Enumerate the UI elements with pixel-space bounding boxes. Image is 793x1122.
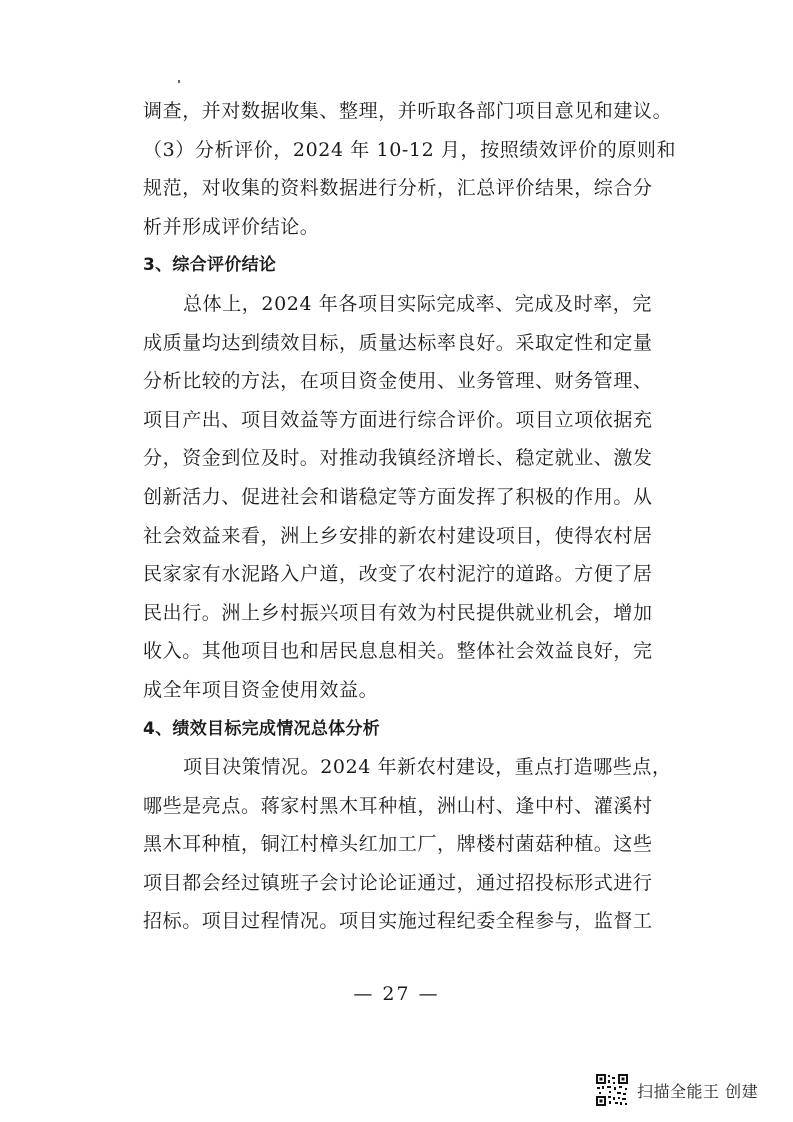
scan-speck [178,80,180,83]
text-line: 社会效益来看，洲上乡安排的新农村建设项目，使得农村居 [143,524,653,547]
text-line: 创新活力、促进社会和谐稳定等方面发挥了积极的作用。从 [143,485,653,508]
text-line: 规范，对收集的资料数据进行分析，汇总评价结果，综合分 [143,177,653,200]
text-line: 项目产出、项目效益等方面进行综合评价。项目立项依据充 [143,408,653,431]
text-line: 调查，并对数据收集、整理，并听取各部门项目意见和建议。 [143,100,673,122]
text-line: 成质量均达到绩效目标，质量达标率良好。采取定性和定量 [143,331,653,354]
text-line: 析并形成评价结论。 [143,215,320,238]
section-heading: 4、绩效目标完成情况总体分析 [143,718,381,739]
text-line: 民家家有水泥路入户道，改变了农村泥泞的道路。方便了居 [143,563,653,586]
qr-code-icon [595,1073,629,1107]
text-line: 成全年项目资金使用效益。 [143,678,379,701]
text-line: 总体上，2024 年各项目实际完成率、完成及时率，完 [183,292,652,315]
body-text [143,92,677,941]
text-line: 收入。其他项目也和居民息息相关。整体社会效益良好，完 [143,640,653,663]
text-line: 分析比较的方法，在项目资金使用、业务管理、财务管理、 [143,370,653,393]
text-line: 哪些是亮点。蒋家村黑木耳种植，洲山村、逢中村、灌溪村 [143,794,653,817]
text-line: 黑木耳种植，铜江村樟头红加工厂，牌楼村菌菇种植。这些 [143,833,653,856]
scanner-watermark [595,1070,775,1110]
text-line: 分，资金到位及时。对推动我镇经济增长、稳定就业、激发 [143,447,653,470]
text-line: 民出行。洲上乡村振兴项目有效为村民提供就业机会，增加 [143,601,653,624]
page-number: — 27 — [353,983,440,1005]
watermark-text: 扫描全能王 创建 [637,1081,759,1101]
section-heading: 3、综合评价结论 [143,255,277,276]
text-line: 项目决策情况。2024 年新农村建设，重点打造哪些点， [183,756,672,779]
text-line: 招标。项目过程情况。项目实施过程纪委全程参与，监督工 [143,910,653,933]
text-line: 项目都会经过镇班子会讨论论证通过，通过招投标形式进行 [143,871,653,894]
text-line: （3）分析评价，2024 年 10-12 月，按照绩效评价的原则和 [143,138,677,161]
